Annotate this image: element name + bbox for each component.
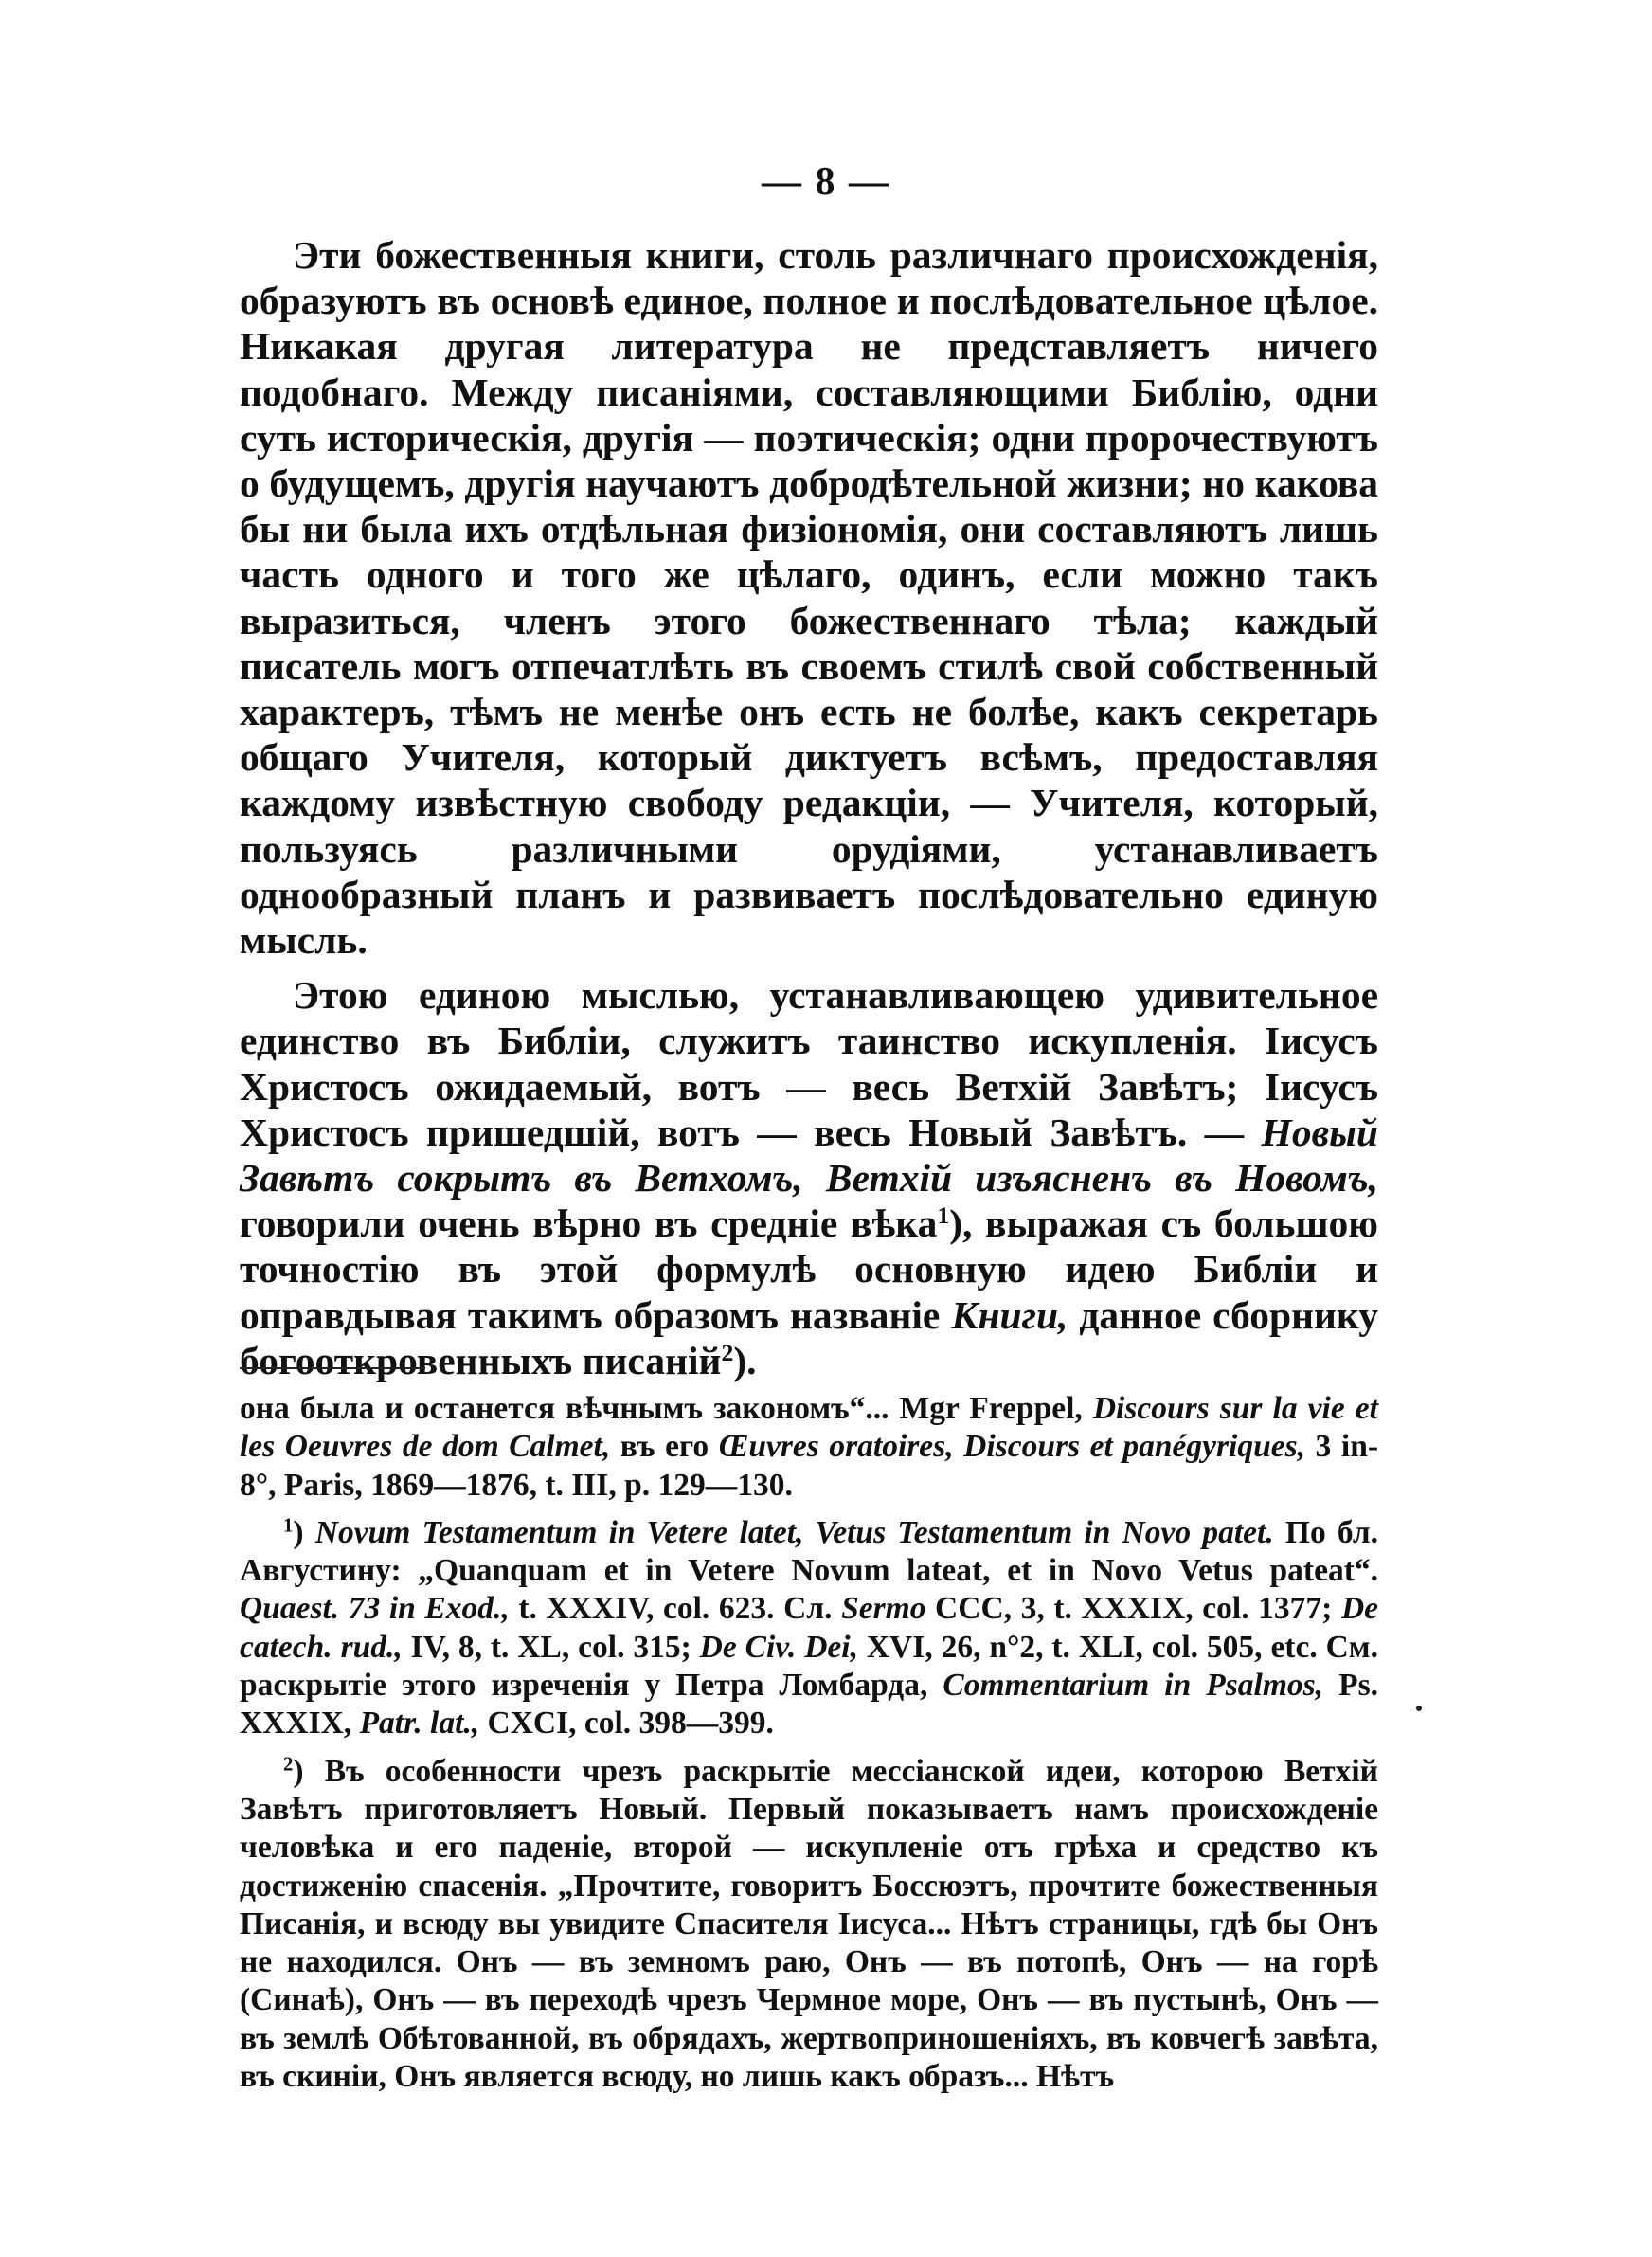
footnote-1-ref-sermo: Sermo: [841, 1591, 926, 1627]
paragraph-2-text-d: ), выражая съ большою точностію въ этой формулѣ основную идею Библіи и оправдывая такимъ образомъ названіе: [240, 1201, 1378, 1337]
footnote-ref-1: 1: [937, 1201, 950, 1230]
footnote-continuation-text-c: въ его: [610, 1429, 719, 1465]
footnote-continuation-title-calmet: Discours sur la vie et les Oeuvres de dom Calmet,: [240, 1391, 1378, 1465]
footnote-2-marker: 2: [283, 1753, 294, 1776]
footnote-1-text-c: По бл. Августину: „Quanquam et in Vetere Novum lateat, et in Novo Vetus pateat“.: [240, 1514, 1378, 1589]
footnote-1-marker: 1: [283, 1514, 294, 1537]
footnote-2-text: ) Въ особенности чрезъ раскрытіе мессіанской идеи, которою Ветхій Завѣтъ приготовляетъ Новый. Первый показываетъ намъ происхожденіе человѣка и его паденіе, второй — искупленіе отъ грѣха и средство къ достиженію спасенія. „Прочтите, говоритъ Боссюэтъ, прочтите божественныя Писанія, и всюду вы увидите Спасителя Іисуса... Нѣтъ страницы, гдѣ бы Онъ не находился. Онъ — въ земномъ раю, Онъ — въ потопѣ, Онъ — на горѣ (Синаѣ), Онъ — въ переходѣ чрезъ Чермное море, Онъ — въ пустынѣ, Онъ — въ землѣ Обѣтованной, въ обрядахъ, жертвоприношеніяхъ, въ ковчегѣ завѣта, въ скиніи, Онъ является всюду, но лишь какъ образъ... Нѣтъ: [240, 1753, 1378, 2095]
main-text: [240, 232, 1378, 1383]
footnote-1: [240, 1514, 1378, 1743]
paragraph-2-text-a: Этою единою мыслью, устанавливающею удивительное единство въ Библіи, служитъ таинство искупленія. Іисусъ Христосъ ожидаемый, вотъ — весь Ветхій Завѣтъ; Іисусъ Христосъ пришедшій, вотъ — весь Новый Завѣтъ. —: [240, 973, 1378, 1154]
footnote-1-text-g: CCC, 3, t. XXXIX, col. 1377;: [925, 1591, 1341, 1627]
paragraph-2-text-c: говорили очень вѣрно въ средніе вѣка: [240, 1201, 938, 1246]
footnote-2: [240, 1753, 1378, 2097]
paragraph-2-text-f: данное сборнику богооткровенныхъ писаній: [240, 1292, 1378, 1382]
footnote-1-ref-commentarium: Commentarium in Psalmos,: [943, 1668, 1324, 1704]
footnote-1-ref-patr-lat: Patr. lat.,: [359, 1706, 480, 1742]
footnote-1-text-e: t. XXXIV, col. 623. Сл.: [509, 1591, 842, 1627]
footnote-continuation-text-e: 3 in-8°, Paris, 1869—1876, t. III, p. 129—130.: [240, 1429, 1378, 1503]
footnote-1-text-m: Ps. XXXIX,: [240, 1668, 1379, 1742]
footnote-continuation-text-a: она была и останется вѣчнымъ закономъ“... Mgr Freppel,: [240, 1391, 1093, 1426]
print-speck: [1416, 1706, 1422, 1711]
footnote-continuation-title-oeuvres: Œuvres oratoires, Discours et panégyriques,: [718, 1429, 1305, 1465]
quote-new-old-testament: Новый Завѣтъ сокрытъ въ Ветхомъ, Ветхій изъясненъ въ Новомъ,: [240, 1110, 1378, 1201]
footnote-continuation: [240, 1390, 1378, 1505]
footnote-1-text-k: XVI, 26, n°2, t. XLI, col. 505, etc. См. раскрытіе этого изреченія у Петра Ломбарда,: [240, 1629, 1379, 1704]
paragraph-2-text-g: ).: [733, 1338, 757, 1382]
footnote-1-text-i: IV, 8, t. XL, col. 315;: [402, 1629, 700, 1665]
footnote-1-ref-quaest: Quaest. 73 in Exod.,: [240, 1591, 510, 1627]
footnote-1-ref-catech: De catech. rud.,: [240, 1591, 1379, 1665]
footnote-1-text-o: CXCI, col. 398—399.: [479, 1706, 774, 1742]
term-books: Книги,: [951, 1292, 1068, 1337]
paragraph-2: [240, 972, 1378, 1383]
footnote-divider: [240, 1367, 425, 1369]
page-number: — 8 —: [762, 160, 890, 204]
footnote-ref-2: 2: [721, 1338, 734, 1366]
footnote-1-latin-quote: Novum Testamentum in Vetere latet, Vetus Testamentum in Novo patet.: [314, 1514, 1274, 1550]
footnote-1-text-a: ): [293, 1514, 315, 1550]
footnote-1-ref-civ-dei: De Civ. Dei,: [699, 1629, 858, 1665]
paragraph-1: Эти божественныя книги, столь различнаго происхожденія, образуютъ въ основѣ единое, полное и послѣдовательное цѣлое. Никакая другая литература не представляетъ ничего подобнаго. Между писаніями, составляющими Библію, одни суть историческія, другія — поэтическія; одни пророчествуютъ о будущемъ, другія научаютъ добродѣтельной жизни; но какова бы ни была ихъ отдѣльная физіономія, они составляютъ лишь часть одного и того же цѣлаго, одинъ, если можно такъ выразиться, членъ этого божественнаго тѣла; каждый писатель могъ отпечатлѣть въ своемъ стилѣ свой собственный характеръ, тѣмъ не менѣе онъ есть не болѣе, какъ секретарь общаго Учителя, который диктуетъ всѣмъ, предоставляя каждому извѣстную свободу редакціи, — Учителя, который, пользуясь различными орудіями, устанавливаетъ однообразный планъ и развиваетъ послѣдовательно единую мысль.: [240, 233, 1378, 963]
footnotes: [240, 1390, 1378, 2096]
